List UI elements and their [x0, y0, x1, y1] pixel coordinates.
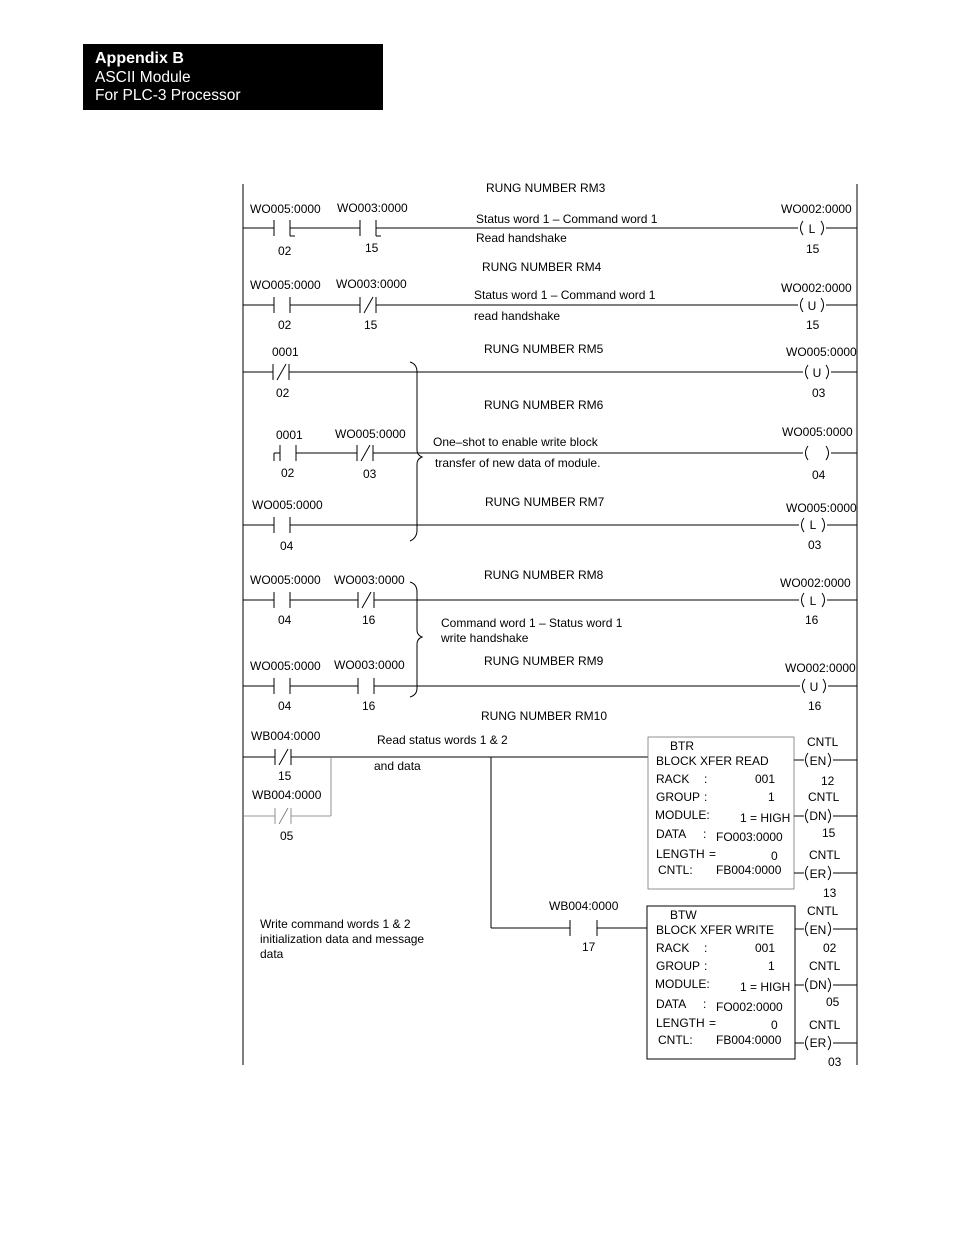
coil-letter: L	[808, 222, 816, 236]
coil-letter: U	[812, 366, 822, 380]
rung-rm6	[274, 398, 857, 482]
rack-colon: :	[704, 941, 708, 955]
module-value: 1 = HIGH	[740, 811, 791, 825]
coil-address: CNTL	[809, 1018, 841, 1032]
coil-bit: 03	[812, 386, 826, 400]
btw-dn-coil	[795, 959, 857, 1009]
length-equals: =	[709, 1016, 717, 1030]
contact-address: WO005:0000	[252, 498, 323, 512]
header-appendix-label: Appendix B	[95, 50, 184, 67]
rung-title: RUNG NUMBER RM4	[482, 260, 602, 274]
contact-address: WB004:0000	[252, 788, 322, 802]
contact-bit: 02	[281, 466, 295, 480]
contact-bit: 15	[364, 318, 378, 332]
contact-bit: 02	[278, 244, 292, 258]
contact-bit: 04	[280, 539, 294, 553]
coil-letter: ER	[809, 1036, 827, 1050]
length-equals: =	[709, 847, 717, 861]
coil-bit: 02	[823, 941, 837, 955]
rung-title: RUNG NUMBER RM10	[481, 709, 608, 723]
coil-letter: EN	[809, 754, 827, 768]
contact-bit: 02	[278, 318, 292, 332]
coil-bit: 03	[828, 1055, 842, 1069]
normally-open-contact	[274, 517, 290, 533]
rung-comment: Read status words 1 & 2	[377, 733, 508, 747]
contact-address: WO005:0000	[250, 278, 321, 292]
unlatch-coil	[803, 679, 826, 694]
btw-code: BTW	[670, 908, 697, 922]
module-label: MODULE:	[655, 808, 710, 822]
rung-title: RUNG NUMBER RM6	[484, 398, 604, 412]
data-value: FO002:0000	[716, 1000, 783, 1014]
normally-open-contact	[570, 920, 597, 936]
rung-comment: Command word 1 – Status word 1	[441, 616, 623, 630]
coil-letter: EN	[809, 923, 827, 937]
coil-bit: 13	[823, 886, 837, 900]
normally-open-contact	[280, 445, 296, 461]
rung-rm9	[243, 654, 857, 713]
header-module-label: ASCII Module	[95, 69, 191, 86]
coil-bit: 04	[812, 468, 826, 482]
coil-letter: DN	[809, 809, 827, 823]
contact-bit: 05	[280, 829, 294, 843]
rung-rm3	[243, 181, 857, 258]
rung-rm10	[243, 709, 857, 1069]
normally-closed-contact	[275, 808, 291, 824]
contact-address: WB004:0000	[251, 729, 321, 743]
contact-bit: 15	[278, 769, 292, 783]
latch-coil	[802, 593, 825, 608]
contact-bit: 03	[363, 467, 377, 481]
btr-code: BTR	[670, 739, 694, 753]
data-colon: :	[703, 827, 707, 841]
coil-letter: ER	[809, 867, 827, 881]
rung-title: RUNG NUMBER RM3	[486, 181, 606, 195]
module-label: MODULE:	[655, 977, 710, 991]
coil-address: CNTL	[809, 959, 841, 973]
group-value: 1	[768, 959, 775, 973]
btr-en-coil	[794, 735, 857, 788]
length-label: LENGTH	[656, 1016, 705, 1030]
contact-address: 0001	[272, 345, 299, 359]
group-label: GROUP	[656, 790, 701, 804]
rung-comment: write handshake	[441, 631, 529, 645]
coil-letter: L	[809, 594, 817, 608]
rung-comment: Write command words 1 & 2	[260, 917, 411, 931]
rack-value: 001	[755, 941, 776, 955]
data-colon: :	[703, 997, 707, 1011]
rung-title: RUNG NUMBER RM7	[485, 495, 605, 509]
rung-comment: initialization data and message	[260, 932, 425, 946]
length-value: 0	[771, 1018, 778, 1032]
rack-colon: :	[704, 772, 708, 786]
normally-open-contact	[274, 678, 290, 694]
contact-address: WO003:0000	[337, 201, 408, 215]
contact-bit: 04	[278, 699, 292, 713]
group-label: GROUP	[656, 959, 701, 973]
normally-open-contact	[274, 592, 290, 608]
contact-bit: 16	[362, 699, 376, 713]
comment-brace	[410, 362, 422, 541]
cntl-value: FB004:0000	[716, 863, 782, 877]
cntl-label: CNTL:	[658, 1033, 693, 1047]
coil-bit: 15	[806, 242, 820, 256]
length-label: LENGTH	[656, 847, 705, 861]
coil-letter: U	[807, 299, 817, 313]
latch-coil	[802, 518, 825, 532]
rung-comment: Status word 1 – Command word 1	[474, 288, 656, 302]
rung-rm7	[243, 495, 857, 553]
contact-address: WO003:0000	[336, 277, 407, 291]
module-value: 1 = HIGH	[740, 980, 791, 994]
coil-letter: U	[809, 680, 819, 694]
cntl-value: FB004:0000	[716, 1033, 782, 1047]
coil-address: CNTL	[807, 735, 839, 749]
coil-address: CNTL	[809, 848, 841, 862]
normally-open-contact	[274, 297, 290, 313]
coil-address: WO005:0000	[786, 345, 857, 359]
btr-dn-coil	[794, 790, 857, 840]
contact-address: WO005:0000	[335, 427, 406, 441]
contact-address: WO005:0000	[250, 573, 321, 587]
coil-address: CNTL	[808, 790, 840, 804]
rung-title: RUNG NUMBER RM5	[484, 342, 604, 356]
coil-bit: 15	[822, 826, 836, 840]
data-label: DATA	[656, 997, 687, 1011]
rung-rm4	[243, 260, 857, 332]
rung-title: RUNG NUMBER RM9	[484, 654, 604, 668]
contact-bit: 16	[362, 613, 376, 627]
contact-address: WO003:0000	[334, 573, 405, 587]
contact-address: WO005:0000	[250, 659, 321, 673]
rung-comment: and data	[374, 759, 421, 773]
header-processor-label: For PLC-3 Processor	[95, 87, 241, 104]
coil-bit: 16	[805, 613, 819, 627]
coil-address: CNTL	[807, 904, 839, 918]
btw-er-coil	[795, 1018, 857, 1069]
length-value: 0	[771, 849, 778, 863]
rung-rm8	[243, 568, 857, 645]
unlatch-coil	[806, 365, 829, 380]
rung-title: RUNG NUMBER RM8	[484, 568, 604, 582]
rung-comment: read handshake	[474, 309, 561, 323]
btw-en-coil	[795, 904, 857, 955]
rung-comment: One–shot to enable write block	[433, 435, 598, 449]
coil-address: WO002:0000	[780, 576, 851, 590]
coil-bit: 03	[808, 538, 822, 552]
btw-name: BLOCK XFER WRITE	[656, 923, 775, 937]
coil-address: WO002:0000	[781, 202, 852, 216]
group-value: 1	[768, 790, 775, 804]
coil-bit: 12	[821, 774, 835, 788]
rung-comment: transfer of new data of module.	[435, 456, 601, 470]
contact-address: WO003:0000	[334, 658, 405, 672]
normally-open-contact	[358, 678, 374, 694]
comment-brace	[410, 582, 422, 697]
coil-bit: 15	[806, 318, 820, 332]
contact-address: WO005:0000	[250, 202, 321, 216]
btr-name: BLOCK XFER READ	[656, 754, 769, 768]
coil-bit: 16	[808, 699, 822, 713]
coil-address: WO002:0000	[781, 281, 852, 295]
data-value: FO003:0000	[716, 830, 783, 844]
data-label: DATA	[656, 827, 687, 841]
rung-comment: Status word 1 – Command word 1	[476, 212, 658, 226]
rack-label: RACK	[656, 772, 690, 786]
coil-address: WO005:0000	[786, 501, 857, 515]
normally-closed-contact	[358, 592, 374, 608]
rack-value: 001	[755, 772, 776, 786]
coil-address: WO002:0000	[785, 661, 856, 675]
contact-bit: 02	[276, 386, 290, 400]
contact-address: WB004:0000	[549, 899, 619, 913]
coil-letter: DN	[809, 978, 827, 992]
contact-bit: 15	[365, 241, 379, 255]
rack-label: RACK	[656, 941, 690, 955]
normally-closed-contact	[357, 445, 373, 461]
output-coil	[806, 446, 829, 460]
btr-instruction-block	[648, 737, 794, 889]
latch-coil	[801, 221, 824, 236]
group-colon: :	[704, 959, 708, 973]
normally-closed-contact	[275, 749, 291, 765]
normally-closed-contact	[273, 364, 289, 380]
contact-bit: 04	[278, 613, 292, 627]
cntl-label: CNTL:	[658, 863, 693, 877]
btr-er-coil	[794, 848, 857, 900]
normally-closed-contact	[360, 297, 376, 313]
contact-bit: 17	[582, 940, 596, 954]
rung-comment: Read handshake	[476, 231, 567, 245]
rung-rm5	[243, 342, 857, 400]
btw-instruction-block	[647, 906, 795, 1059]
coil-address: WO005:0000	[782, 425, 853, 439]
coil-bit: 05	[826, 995, 840, 1009]
rung-comment: data	[260, 947, 284, 961]
contact-address: 0001	[276, 428, 303, 442]
unlatch-coil	[801, 298, 824, 313]
group-colon: :	[704, 790, 708, 804]
coil-letter: L	[809, 518, 817, 532]
